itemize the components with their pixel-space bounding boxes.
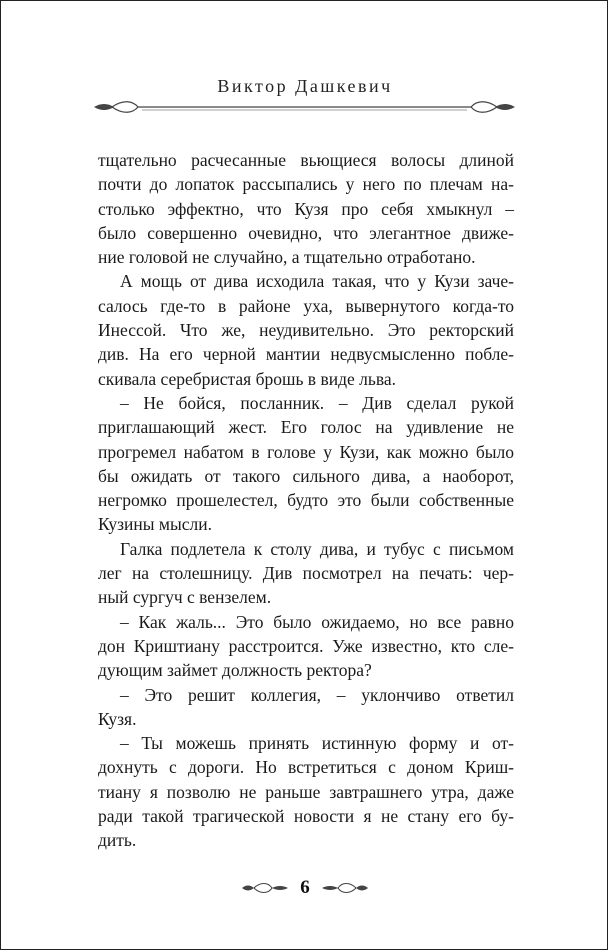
text-line: – Ты можешь принять истинную форму и от- [120,733,514,754]
text-line: скивала серебристая брошь в виде льва. [98,368,397,389]
left-folio-ornament-icon [240,881,290,895]
text-line: Инессой. Что же, неудивительно. Это ректорский [98,320,514,341]
text-line: бы ожидать от такого сильного дива, а наоборот, [98,465,514,486]
text-line: А мощь от дива исходила такая, что у Кузи заче- [120,271,514,292]
text-line: ние головой не случайно, а тщательно отработано. [98,247,476,268]
folio [0,876,610,900]
text-line: почти до лопаток рассыпались у него по плечам на- [98,174,514,195]
header-ornament [92,98,517,116]
text-line: – Это решит коллегия, – уклончиво ответил [120,684,514,705]
text-line: негромко прошелестел, будто это были собственные [98,490,514,511]
text-line: салось где-то в районе уха, вывернутого когда-то [98,295,514,316]
text-line: столько эффектно, что Кузя про себя хмыкнул – [98,198,514,219]
text-line: тщательно расчесанные вьющиеся волосы длиной [98,150,514,170]
text-line: дить. [98,830,137,851]
text-line: лег на столешницу. Див посмотрел на печать: чер- [98,563,514,584]
text-line: Кузя. [98,708,137,729]
text-line: – Не бойся, посланник. – Див сделал рукой [120,392,514,413]
text-line: – Как жаль... Это было ожидаемо, но все равно [120,611,514,632]
right-folio-ornament-icon [320,881,370,895]
text-line: дон Криштиану расстроится. Уже известно, кто сле- [98,635,514,656]
text-line: Галка подлетела к столу дива, и тубус с письмом [120,538,514,559]
text-line: ради такой трагической новости я не стану его бу- [98,806,514,827]
text-line: дующим займет должность ректора? [98,660,372,681]
text-line: дохнуть с дороги. Но встретиться с доном Криш- [98,757,514,778]
text-line: ный сургуч с вензелем. [98,587,272,608]
running-head: Виктор Дашкевич [217,76,393,96]
text-line: приглашающий жест. Его голос на удивление не [98,417,514,438]
text-line: Кузины мысли. [98,514,212,535]
body-text [98,148,514,853]
text-line: было совершенно очевидно, что элегантное движе- [98,222,514,243]
text-line: тиану я позволю не раньше завтрашнего утра, даже [98,781,514,802]
text-line: див. На его черной мантии недвусмысленно побле- [98,344,514,365]
page-number: 6 [300,877,310,898]
text-line: прогремел набатом в голове у Кузи, как можно было [98,441,514,462]
